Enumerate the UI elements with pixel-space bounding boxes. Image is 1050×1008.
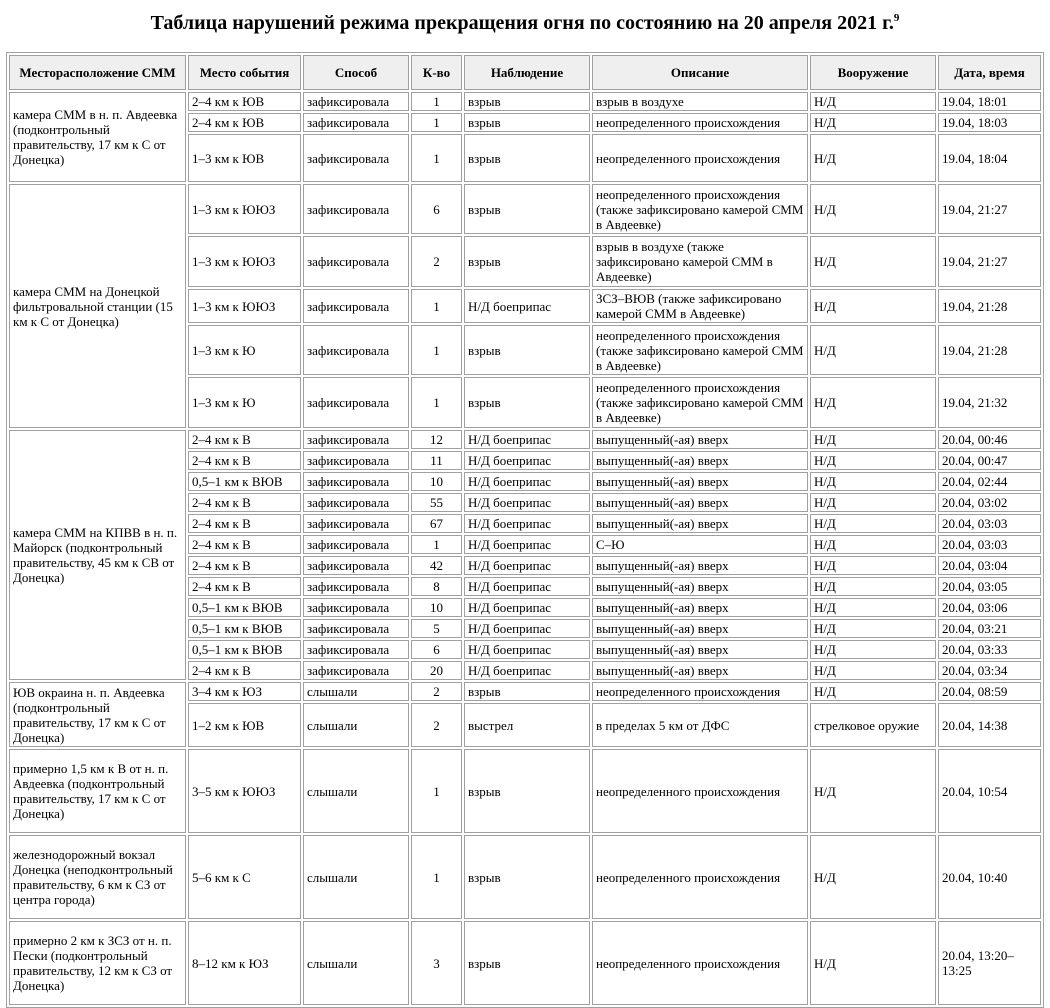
cell-count: 6 xyxy=(411,184,462,234)
cell-description: неопределенного происхождения xyxy=(592,921,808,1005)
cell-weapon: Н/Д xyxy=(810,430,936,449)
cell-datetime: 19.04, 21:32 xyxy=(938,377,1041,428)
cell-count: 5 xyxy=(411,619,462,638)
cell-observation: взрыв xyxy=(464,134,590,182)
cell-description: в пределах 5 км от ДФС xyxy=(592,703,808,747)
cell-place: 1–2 км к ЮВ xyxy=(188,703,301,747)
cell-count: 42 xyxy=(411,556,462,575)
header-count: К-во xyxy=(411,55,462,90)
cell-place: 2–4 км к ЮВ xyxy=(188,113,301,132)
cell-description: неопределенного происхождения xyxy=(592,113,808,132)
cell-datetime: 20.04, 10:40 xyxy=(938,835,1041,919)
cell-observation: взрыв xyxy=(464,184,590,234)
header-observation: Наблюдение xyxy=(464,55,590,90)
cell-description: неопределенного происхождения xyxy=(592,682,808,701)
cell-location: камера СММ на КПВВ в н. п. Майорск (подконтрольный правительству, 45 км к СВ от Донецка) xyxy=(9,430,186,680)
cell-weapon: Н/Д xyxy=(810,535,936,554)
cell-method: зафиксировала xyxy=(303,236,409,287)
cell-observation: Н/Д боеприпас xyxy=(464,619,590,638)
cell-description: выпущенный(-ая) вверх xyxy=(592,661,808,680)
cell-weapon: Н/Д xyxy=(810,134,936,182)
cell-observation: Н/Д боеприпас xyxy=(464,577,590,596)
cell-datetime: 20.04, 08:59 xyxy=(938,682,1041,701)
cell-place: 0,5–1 км к ВЮВ xyxy=(188,472,301,491)
cell-observation: взрыв xyxy=(464,749,590,833)
cell-place: 2–4 км к В xyxy=(188,556,301,575)
cell-weapon: Н/Д xyxy=(810,921,936,1005)
cell-place: 1–3 км к ЮЮЗ xyxy=(188,184,301,234)
cell-datetime: 19.04, 21:27 xyxy=(938,184,1041,234)
cell-datetime: 20.04, 00:46 xyxy=(938,430,1041,449)
footnote-marker: 9 xyxy=(893,12,900,24)
cell-description: неопределенного происхождения (также зафиксировано камерой СММ в Авдеевке) xyxy=(592,377,808,428)
cell-place: 3–4 км к ЮЗ xyxy=(188,682,301,701)
cell-observation: Н/Д боеприпас xyxy=(464,556,590,575)
cell-datetime: 19.04, 18:04 xyxy=(938,134,1041,182)
cell-count: 55 xyxy=(411,493,462,512)
cell-description: С–Ю xyxy=(592,535,808,554)
header-description: Описание xyxy=(592,55,808,90)
cell-method: зафиксировала xyxy=(303,184,409,234)
cell-datetime: 20.04, 03:03 xyxy=(938,535,1041,554)
cell-count: 2 xyxy=(411,682,462,701)
cell-observation: взрыв xyxy=(464,236,590,287)
table-body xyxy=(9,92,1041,1005)
cell-place: 1–3 км к Ю xyxy=(188,325,301,375)
table-row xyxy=(9,682,1041,701)
header-place: Место события xyxy=(188,55,301,90)
cell-count: 10 xyxy=(411,472,462,491)
cell-observation: Н/Д боеприпас xyxy=(464,598,590,617)
cell-method: зафиксировала xyxy=(303,535,409,554)
cell-method: зафиксировала xyxy=(303,514,409,533)
cell-method: зафиксировала xyxy=(303,113,409,132)
cell-observation: Н/Д боеприпас xyxy=(464,661,590,680)
cell-description: выпущенный(-ая) вверх xyxy=(592,430,808,449)
cell-observation: взрыв xyxy=(464,835,590,919)
cell-count: 1 xyxy=(411,92,462,111)
cell-observation: Н/Д боеприпас xyxy=(464,514,590,533)
cell-observation: Н/Д боеприпас xyxy=(464,472,590,491)
cell-description: взрыв в воздухе (также зафиксировано камерой СММ в Авдеевке) xyxy=(592,236,808,287)
cell-weapon: Н/Д xyxy=(810,682,936,701)
cell-place: 2–4 км к В xyxy=(188,451,301,470)
cell-datetime: 19.04, 21:28 xyxy=(938,289,1041,323)
cell-method: зафиксировала xyxy=(303,92,409,111)
cell-count: 12 xyxy=(411,430,462,449)
cell-place: 2–4 км к В xyxy=(188,430,301,449)
cell-weapon: Н/Д xyxy=(810,661,936,680)
cell-weapon: Н/Д xyxy=(810,472,936,491)
cell-method: слышали xyxy=(303,682,409,701)
cell-description: неопределенного происхождения (также зафиксировано камерой СММ в Авдеевке) xyxy=(592,325,808,375)
cell-count: 2 xyxy=(411,236,462,287)
cell-observation: взрыв xyxy=(464,325,590,375)
cell-place: 2–4 км к В xyxy=(188,493,301,512)
cell-observation: Н/Д боеприпас xyxy=(464,535,590,554)
cell-method: зафиксировала xyxy=(303,451,409,470)
cell-datetime: 20.04, 03:06 xyxy=(938,598,1041,617)
cell-datetime: 20.04, 03:34 xyxy=(938,661,1041,680)
table-row xyxy=(9,92,1041,111)
cell-method: слышали xyxy=(303,921,409,1005)
cell-observation: Н/Д боеприпас xyxy=(464,289,590,323)
cell-datetime: 20.04, 10:54 xyxy=(938,749,1041,833)
cell-count: 1 xyxy=(411,134,462,182)
cell-count: 11 xyxy=(411,451,462,470)
cell-observation: взрыв xyxy=(464,921,590,1005)
cell-description: выпущенный(-ая) вверх xyxy=(592,577,808,596)
cell-observation: Н/Д боеприпас xyxy=(464,640,590,659)
cell-place: 2–4 км к В xyxy=(188,535,301,554)
table-row xyxy=(9,835,1041,919)
cell-count: 10 xyxy=(411,598,462,617)
cell-datetime: 20.04, 03:05 xyxy=(938,577,1041,596)
cell-description: неопределенного происхождения xyxy=(592,835,808,919)
cell-method: зафиксировала xyxy=(303,430,409,449)
cell-description: выпущенный(-ая) вверх xyxy=(592,619,808,638)
cell-count: 1 xyxy=(411,113,462,132)
cell-count: 8 xyxy=(411,577,462,596)
cell-datetime: 19.04, 21:27 xyxy=(938,236,1041,287)
cell-observation: выстрел xyxy=(464,703,590,747)
cell-weapon: Н/Д xyxy=(810,377,936,428)
cell-weapon: Н/Д xyxy=(810,451,936,470)
cell-method: зафиксировала xyxy=(303,619,409,638)
cell-description: выпущенный(-ая) вверх xyxy=(592,556,808,575)
cell-place: 2–4 км к В xyxy=(188,577,301,596)
cell-description: выпущенный(-ая) вверх xyxy=(592,514,808,533)
cell-observation: Н/Д боеприпас xyxy=(464,430,590,449)
cell-count: 2 xyxy=(411,703,462,747)
cell-count: 1 xyxy=(411,535,462,554)
cell-method: зафиксировала xyxy=(303,598,409,617)
cell-method: зафиксировала xyxy=(303,640,409,659)
cell-location: примерно 2 км к ЗСЗ от н. п. Пески (подконтрольный правительству, 12 км к СЗ от Донецка) xyxy=(9,921,186,1005)
cell-datetime: 20.04, 03:03 xyxy=(938,514,1041,533)
cell-method: слышали xyxy=(303,835,409,919)
cell-weapon: стрелковое оружие xyxy=(810,703,936,747)
cell-method: слышали xyxy=(303,703,409,747)
cell-place: 5–6 км к С xyxy=(188,835,301,919)
cell-datetime: 19.04, 18:01 xyxy=(938,92,1041,111)
cell-place: 2–4 км к В xyxy=(188,514,301,533)
cell-weapon: Н/Д xyxy=(810,619,936,638)
cell-method: слышали xyxy=(303,749,409,833)
cell-observation: Н/Д боеприпас xyxy=(464,493,590,512)
cell-datetime: 20.04, 03:33 xyxy=(938,640,1041,659)
cell-datetime: 20.04, 03:04 xyxy=(938,556,1041,575)
cell-place: 1–3 км к Ю xyxy=(188,377,301,428)
cell-count: 1 xyxy=(411,835,462,919)
cell-weapon: Н/Д xyxy=(810,325,936,375)
title-text: Таблица нарушений режима прекращения огня по состоянию на 20 апреля 2021 г. xyxy=(150,12,894,34)
cell-datetime: 20.04, 00:47 xyxy=(938,451,1041,470)
cell-description: взрыв в воздухе xyxy=(592,92,808,111)
cell-place: 1–3 км к ЮЮЗ xyxy=(188,236,301,287)
cell-weapon: Н/Д xyxy=(810,556,936,575)
cell-method: зафиксировала xyxy=(303,556,409,575)
cell-location: камера СММ в н. п. Авдеевка (подконтрольный правительству, 17 км к С от Донецка) xyxy=(9,92,186,182)
cell-weapon: Н/Д xyxy=(810,493,936,512)
cell-description: выпущенный(-ая) вверх xyxy=(592,493,808,512)
cell-description: ЗСЗ–ВЮВ (также зафиксировано камерой СММ в Авдеевке) xyxy=(592,289,808,323)
header-method: Способ xyxy=(303,55,409,90)
cell-description: выпущенный(-ая) вверх xyxy=(592,451,808,470)
cell-method: зафиксировала xyxy=(303,377,409,428)
cell-count: 1 xyxy=(411,325,462,375)
cell-weapon: Н/Д xyxy=(810,749,936,833)
cell-datetime: 20.04, 13:20–13:25 xyxy=(938,921,1041,1005)
cell-method: зафиксировала xyxy=(303,493,409,512)
cell-weapon: Н/Д xyxy=(810,598,936,617)
cell-weapon: Н/Д xyxy=(810,514,936,533)
cell-place: 0,5–1 км к ВЮВ xyxy=(188,619,301,638)
ceasefire-violations-table xyxy=(6,52,1044,1008)
cell-description: выпущенный(-ая) вверх xyxy=(592,472,808,491)
header-location: Месторасположение СММ xyxy=(9,55,186,90)
cell-description: выпущенный(-ая) вверх xyxy=(592,598,808,617)
cell-count: 3 xyxy=(411,921,462,1005)
cell-place: 0,5–1 км к ВЮВ xyxy=(188,640,301,659)
cell-count: 1 xyxy=(411,377,462,428)
cell-description: неопределенного происхождения (также зафиксировано камерой СММ в Авдеевке) xyxy=(592,184,808,234)
cell-place: 2–4 км к ЮВ xyxy=(188,92,301,111)
cell-weapon: Н/Д xyxy=(810,640,936,659)
cell-weapon: Н/Д xyxy=(810,184,936,234)
cell-method: зафиксировала xyxy=(303,577,409,596)
cell-weapon: Н/Д xyxy=(810,835,936,919)
cell-place: 8–12 км к ЮЗ xyxy=(188,921,301,1005)
cell-observation: взрыв xyxy=(464,113,590,132)
cell-weapon: Н/Д xyxy=(810,92,936,111)
cell-place: 2–4 км к В xyxy=(188,661,301,680)
cell-location: железнодорожный вокзал Донецка (неподконтрольный правительству, 6 км к СЗ от центра города) xyxy=(9,835,186,919)
cell-method: зафиксировала xyxy=(303,661,409,680)
cell-location: камера СММ на Донецкой фильтровальной станции (15 км к С от Донецка) xyxy=(9,184,186,428)
cell-method: зафиксировала xyxy=(303,289,409,323)
cell-weapon: Н/Д xyxy=(810,113,936,132)
cell-place: 3–5 км к ЮЮЗ xyxy=(188,749,301,833)
cell-method: зафиксировала xyxy=(303,134,409,182)
cell-place: 0,5–1 км к ВЮВ xyxy=(188,598,301,617)
cell-place: 1–3 км к ЮВ xyxy=(188,134,301,182)
cell-datetime: 20.04, 14:38 xyxy=(938,703,1041,747)
cell-datetime: 20.04, 03:02 xyxy=(938,493,1041,512)
cell-weapon: Н/Д xyxy=(810,236,936,287)
cell-count: 1 xyxy=(411,289,462,323)
table-row xyxy=(9,749,1041,833)
table-row xyxy=(9,430,1041,449)
cell-observation: взрыв xyxy=(464,682,590,701)
cell-weapon: Н/Д xyxy=(810,577,936,596)
table-row xyxy=(9,184,1041,234)
cell-datetime: 20.04, 02:44 xyxy=(938,472,1041,491)
cell-location: примерно 1,5 км к В от н. п. Авдеевка (подконтрольный правительству, 17 км к С от Донецка) xyxy=(9,749,186,833)
cell-count: 67 xyxy=(411,514,462,533)
cell-weapon: Н/Д xyxy=(810,289,936,323)
header-datetime: Дата, время xyxy=(938,55,1041,90)
cell-description: неопределенного происхождения xyxy=(592,749,808,833)
cell-observation: взрыв xyxy=(464,377,590,428)
cell-datetime: 19.04, 18:03 xyxy=(938,113,1041,132)
cell-location: ЮВ окраина н. п. Авдеевка (подконтрольный правительству, 17 км к С от Донецка) xyxy=(9,682,186,747)
header-row xyxy=(9,55,1041,90)
cell-count: 20 xyxy=(411,661,462,680)
cell-method: зафиксировала xyxy=(303,325,409,375)
cell-datetime: 20.04, 03:21 xyxy=(938,619,1041,638)
cell-description: выпущенный(-ая) вверх xyxy=(592,640,808,659)
header-weapon: Вооружение xyxy=(810,55,936,90)
document-title xyxy=(0,6,1050,35)
cell-observation: взрыв xyxy=(464,92,590,111)
cell-count: 6 xyxy=(411,640,462,659)
table-row xyxy=(9,921,1041,1005)
cell-method: зафиксировала xyxy=(303,472,409,491)
cell-place: 1–3 км к ЮЮЗ xyxy=(188,289,301,323)
cell-count: 1 xyxy=(411,749,462,833)
cell-observation: Н/Д боеприпас xyxy=(464,451,590,470)
cell-datetime: 19.04, 21:28 xyxy=(938,325,1041,375)
cell-description: неопределенного происхождения xyxy=(592,134,808,182)
